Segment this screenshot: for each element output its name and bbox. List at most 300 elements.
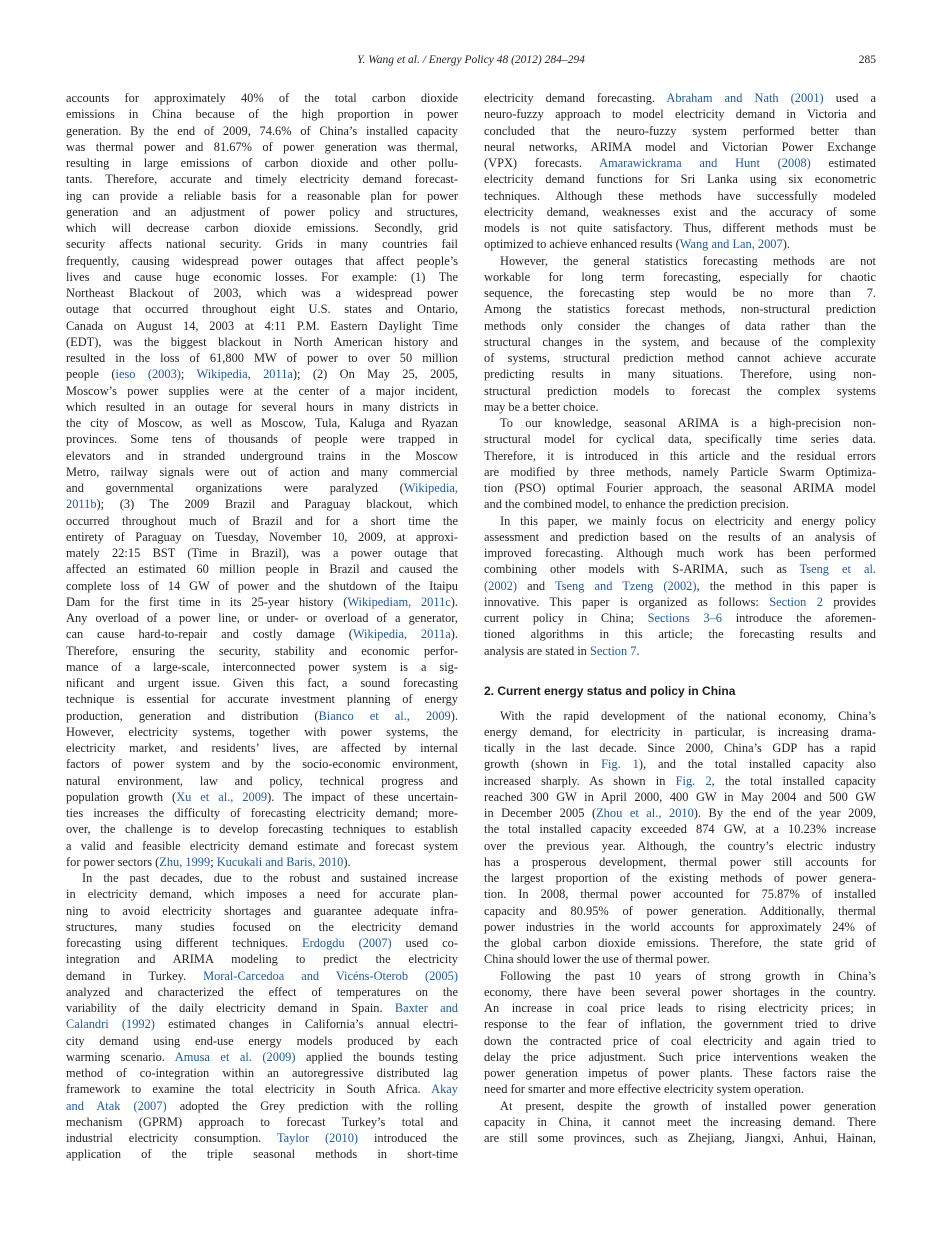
citation-link[interactable]: Baxter and	[394, 1001, 459, 1015]
text-line	[484, 886, 876, 902]
text-run: current policy in China;	[484, 611, 648, 625]
text-line	[66, 383, 458, 399]
text-run: (EDT), was the biggest blackout in North American history and	[66, 334, 458, 349]
text-run: ;	[210, 854, 217, 869]
text-line	[66, 285, 458, 301]
text-line	[66, 968, 458, 984]
text-run: may be a better choice.	[484, 399, 599, 414]
text-run: techniques. Although these methods have successfully modeled	[484, 188, 876, 203]
text-run: power industries in the world accounts for approximately 24% of	[484, 919, 876, 934]
text-run: ).	[450, 594, 459, 609]
text-run: elevators and in stranded underground trains in the Moscow	[66, 448, 458, 463]
citation-link[interactable]: Zhou et al., 2010	[596, 806, 694, 820]
text-run: To our knowledge, seasonal ARIMA is a high-precision non-	[500, 416, 876, 430]
text-line	[484, 496, 876, 512]
text-run: In this paper, we mainly focus on electricity and energy policy	[500, 513, 876, 528]
text-line	[66, 236, 458, 252]
text-run: Following the past 10 years of strong growth in China’s	[500, 968, 876, 983]
text-run: used a	[823, 91, 876, 105]
text-line	[66, 123, 458, 139]
left-column	[66, 90, 458, 1163]
text-run: down the contracted price of coal electricity and again tried to	[484, 1033, 876, 1048]
text-run: neuro-fuzzy approach to model electricity demand in Victoria and	[484, 107, 876, 122]
text-run: production, generation and distribution (	[66, 708, 319, 723]
text-line	[484, 513, 876, 529]
text-line	[66, 415, 458, 431]
text-run: methods only consider the changes of data rather than the	[484, 318, 876, 333]
text-run: estimated	[810, 156, 876, 170]
text-run: Therefore, it is introduced in this article and the residual errors	[484, 448, 876, 463]
text-run: provides	[822, 594, 876, 609]
text-run: structural changes in the system, and because of the complexity	[484, 334, 876, 349]
text-line	[66, 756, 458, 772]
text-run: are still some provinces, such as Zhejiang, Jiangxi, Anhui, Hainan,	[484, 1131, 876, 1145]
text-line	[484, 951, 876, 967]
text-line	[484, 838, 876, 854]
text-line	[66, 643, 458, 659]
text-line	[66, 740, 458, 756]
text-line	[484, 610, 876, 626]
text-run: framework to examine the total electricity in South Africa.	[66, 1082, 432, 1097]
text-run: in December 2005 (	[484, 806, 597, 820]
running-title: Y. Wang et al. / Energy Policy 48 (2012) 284–294	[357, 54, 585, 66]
text-run: introduced the	[358, 1131, 458, 1145]
text-run: frequently, causing widespread power outages that affect people’s	[66, 253, 458, 268]
text-line	[484, 935, 876, 951]
text-line	[484, 756, 876, 772]
text-line	[484, 301, 876, 317]
text-run: analysis are stated in	[484, 643, 590, 658]
text-line	[484, 350, 876, 366]
text-line	[484, 740, 876, 756]
text-run: Moscow’s power supplies were at the center of a major incident,	[66, 383, 458, 398]
text-line	[484, 870, 876, 886]
text-line	[66, 318, 458, 334]
text-line	[66, 155, 458, 171]
text-run: sequence, the forecasting step would be no more than 7.	[484, 286, 876, 300]
text-line	[66, 366, 458, 382]
text-line	[484, 561, 876, 577]
text-line	[484, 984, 876, 1000]
text-run: increased sharply. As shown in	[484, 773, 676, 788]
text-line	[66, 1146, 458, 1162]
text-run: ).	[450, 627, 458, 642]
text-run: ).	[450, 708, 458, 723]
text-run: Dam for the first time in its 25-year history (	[66, 594, 348, 609]
text-line	[66, 139, 458, 155]
text-run: response to the fear of inflation, the government tried to drive	[484, 1017, 876, 1032]
text-run: complete loss of 14 GW of power and the shutdown of the Itaipu	[66, 578, 458, 593]
text-run: and the combined model, to enhance the prediction precision.	[484, 497, 789, 512]
text-line	[484, 919, 876, 935]
text-run: neural networks, ARIMA model and Victorian Power Exchange	[484, 139, 876, 154]
citation-link[interactable]: Calandri (1992)	[66, 1017, 155, 1032]
text-line	[66, 821, 458, 837]
right-column	[484, 90, 876, 1146]
paragraph	[66, 870, 458, 1163]
text-run: tioned algorithms in this article; the forecasting results and	[484, 627, 876, 642]
text-line	[484, 805, 876, 821]
text-run: over, the challenge is to develop forecasting techniques to establish	[66, 822, 458, 837]
text-line	[484, 968, 876, 984]
text-run: workable for long term forecasting, especially for chaotic	[484, 269, 876, 284]
text-run: ). The impact of these uncertain-	[267, 789, 458, 804]
text-run: electricity demand functions for Sri Lanka using six econometric	[484, 172, 876, 187]
text-line	[484, 155, 876, 171]
text-run: has a prosperous development, thermal power still accounts for	[484, 854, 876, 869]
text-run: ).	[782, 237, 790, 252]
text-line	[484, 545, 876, 561]
text-line	[66, 545, 458, 561]
text-run: generation. By the end of 2009, 74.6% of China’s installed capacity	[66, 123, 458, 138]
section-heading: 2. Current energy status and policy in China	[484, 684, 736, 698]
text-line	[66, 464, 458, 480]
citation-link[interactable]: (2002)	[484, 578, 518, 593]
text-line	[484, 1049, 876, 1065]
citation-link[interactable]: Wikipedia, 2011a	[352, 627, 451, 642]
text-line	[66, 171, 458, 187]
text-run: mately 22:15 BST (Time in Brazil), was a power outage that	[66, 546, 458, 560]
running-header	[66, 54, 876, 70]
text-line	[484, 448, 876, 464]
text-run: improved forecasting. Although much work has been performed	[484, 546, 876, 560]
text-run: are modified by three methods, namely Particle Swarm Optimiza-	[484, 464, 876, 479]
citation-link[interactable]: 2011b	[66, 497, 97, 512]
text-line	[66, 350, 458, 366]
text-run: .	[636, 643, 640, 658]
text-line	[484, 1081, 876, 1097]
citation-link[interactable]: Bianco et al., 2009	[318, 708, 451, 723]
text-line	[484, 1033, 876, 1049]
text-run: structural prediction models to forecast the complex systems	[484, 383, 876, 398]
text-line	[484, 139, 876, 155]
text-run: capacity and 80.95% of power generation. Additionally, thermal	[484, 903, 876, 918]
text-line	[66, 448, 458, 464]
citation-link[interactable]: Fig. 1	[601, 757, 639, 772]
text-run: the total installed capacity exceeded 874 GW, at a 10.23% increase	[484, 822, 876, 837]
text-run: variability of the daily electricity demand in Spain.	[66, 1001, 395, 1015]
text-line	[484, 366, 876, 382]
paragraph	[484, 708, 876, 968]
text-run: nificant and urgent issue. Given this fact, a sound forecasting	[66, 676, 458, 690]
text-run: and governmental organizations were paralyzed (	[66, 481, 404, 495]
text-line	[484, 253, 876, 269]
text-run: which resulted in an outage for several hours in many districts in	[66, 399, 458, 414]
text-run: At present, despite the growth of installed power generation	[500, 1098, 876, 1113]
paragraph	[484, 253, 876, 416]
text-run: mance of a large-scale, interconnected power system is a sig-	[66, 659, 458, 674]
text-line	[66, 1049, 458, 1065]
text-run: entirety of Paraguay on Tuesday, November 10, 2009, at approxi-	[66, 529, 458, 544]
text-run: assessment and prediction based on the results of an analysis of	[484, 529, 876, 544]
text-line	[66, 1065, 458, 1081]
citation-link[interactable]: Tseng and Tzeng (2002)	[554, 578, 697, 593]
text-line	[66, 529, 458, 545]
text-run: , the method in this paper is	[696, 578, 876, 593]
text-run: electricity market, and residents’ lives, are affected by internal	[66, 741, 458, 755]
text-line	[66, 1033, 458, 1049]
text-run: With the rapid development of the national economy, China’s	[500, 708, 876, 723]
text-line	[66, 106, 458, 122]
citation-link[interactable]: Erdogdu (2007)	[302, 936, 392, 950]
text-run: ), and the total installed capacity also	[638, 757, 876, 772]
text-line	[484, 334, 876, 350]
paragraph	[484, 90, 876, 253]
text-run: need for smarter and more effective electricity system operation.	[484, 1082, 805, 1097]
text-run: China should lower the use of thermal power.	[484, 952, 710, 967]
text-line	[66, 1114, 458, 1130]
text-run: reached 300 GW in April 2000, 400 GW in May 2004 and 500 GW	[484, 789, 876, 804]
citation-link[interactable]: Amusa et al. (2009)	[174, 1049, 296, 1064]
text-line	[66, 513, 458, 529]
text-line	[66, 594, 458, 610]
text-line	[66, 610, 458, 626]
text-run: delay the price adjustment. Such price interventions weaken the	[484, 1049, 876, 1064]
text-line	[484, 480, 876, 496]
citation-link[interactable]: Moral-Carcedoa and Vicéns-Oterob (2005)	[203, 968, 458, 983]
text-run: the largest proportion of the existing methods of power genera-	[484, 871, 876, 885]
paragraph	[484, 513, 876, 659]
text-line	[66, 1000, 458, 1016]
text-run: which will decrease carbon dioxide emissions. Secondly, grid	[66, 221, 458, 235]
citation-link[interactable]: Fig. 2	[675, 773, 712, 788]
text-run: mechanism (GPRM) approach to forecast Turkey’s total and	[66, 1114, 458, 1129]
text-line	[66, 1081, 458, 1097]
text-run: was thermal power and 81.67% of power generation was thermal,	[66, 139, 458, 154]
text-line	[484, 626, 876, 642]
text-line	[484, 415, 876, 431]
text-run: technique is essential for accurate investment planning of energy	[66, 692, 458, 707]
text-line	[484, 90, 876, 106]
text-run: ;	[180, 367, 197, 382]
citation-link[interactable]: Xu et al., 2009	[176, 789, 268, 804]
citation-link[interactable]: Kucukali and Baris, 2010	[216, 854, 344, 869]
text-run: tion (PSO) optimal Fourier approach, the seasonal ARIMA model	[484, 481, 876, 495]
paragraph	[484, 968, 876, 1098]
citation-link[interactable]: and Atak (2007)	[66, 1098, 167, 1113]
text-line	[484, 529, 876, 545]
text-line	[484, 204, 876, 220]
text-line	[66, 935, 458, 951]
citation-link[interactable]: Amarawickrama and Hunt (2008)	[599, 156, 811, 170]
text-line	[484, 1016, 876, 1032]
text-line	[66, 903, 458, 919]
text-run: applied the bounds testing	[295, 1049, 458, 1064]
citation-link[interactable]: Zhu, 1999	[159, 854, 211, 869]
text-run: , the total installed capacity	[711, 773, 876, 788]
text-run: can cause hard-to-repair and costly damage (	[66, 627, 353, 642]
text-run: generation and an adjustment of power policy and structures,	[66, 204, 458, 219]
text-line	[484, 464, 876, 480]
text-run: outage that occurred throughout eight U.S. states and Ontario,	[66, 302, 458, 317]
text-run: method of co-integration within an autoregressive distributed lag	[66, 1066, 458, 1080]
text-run: introduce the aforemen-	[721, 611, 876, 625]
text-run: combining other models with S-ARIMA, such as	[484, 562, 800, 577]
citation-link[interactable]: Section 2	[769, 594, 823, 609]
text-run: Northeast Blackout of 2003, which was a widespread power	[66, 286, 458, 300]
text-run: Metro, railway signals were out of action and many commercial	[66, 464, 458, 479]
text-run: tion. In 2008, thermal power accounted for 75.87% of installed	[484, 887, 876, 902]
text-run: optimized to achieve enhanced results (	[484, 237, 680, 252]
text-line	[484, 854, 876, 870]
text-line	[66, 724, 458, 740]
text-run: Therefore, ensuring the security, stability and economic perfor-	[66, 643, 458, 658]
text-run: of systems, structural prediction method cannot achieve accurate	[484, 351, 876, 365]
text-line	[484, 236, 876, 252]
text-line	[66, 188, 458, 204]
text-line	[484, 1098, 876, 1114]
text-run: electricity demand forecasting.	[484, 91, 667, 105]
text-line	[484, 773, 876, 789]
text-run: However, the general statistics forecasting methods are not	[500, 253, 876, 268]
text-run: capacity in China, it cannot meet the increasing demand. There	[484, 1114, 876, 1129]
citation-link[interactable]: Wikipedia,	[403, 481, 458, 495]
text-line	[66, 561, 458, 577]
text-line	[66, 691, 458, 707]
text-run: concluded that the neuro-fuzzy system performed better than	[484, 123, 876, 138]
text-run: Among the statistics forecast methods, non-structural prediction	[484, 302, 876, 317]
text-run: and	[517, 578, 555, 593]
text-run: power generation impetus of power plants. These factors raise the	[484, 1066, 876, 1080]
text-line	[66, 220, 458, 236]
text-run: people (	[66, 367, 116, 382]
text-run: ties increases the difficulty of forecasting electricity demand; more-	[66, 806, 458, 820]
text-run: An increase in coal price leads to rising electricity prices; in	[484, 1001, 876, 1015]
text-line	[66, 708, 458, 724]
text-run: predicting results in many situations. Therefore, using non-	[484, 367, 876, 382]
text-run: accounts for approximately 40% of the total carbon dioxide	[66, 91, 458, 105]
text-run: city demand using end-use energy models produced by each	[66, 1033, 458, 1048]
text-line	[484, 188, 876, 204]
text-run: forecasting using different techniques.	[66, 936, 303, 950]
text-run: tants. Therefore, accurate and timely electricity demand forecast-	[66, 172, 458, 187]
citation-link[interactable]: Wikipedia, 2011a	[196, 367, 293, 382]
text-line	[484, 399, 876, 415]
text-line	[484, 171, 876, 187]
text-line	[66, 773, 458, 789]
text-run: resulted in the loss of 61,800 MW of power to over 50 million	[66, 351, 458, 365]
text-line	[66, 1130, 458, 1146]
text-run: ing can provide a reliable basis for a reasonable plan for power	[66, 188, 458, 203]
text-line	[66, 659, 458, 675]
text-line	[484, 821, 876, 837]
text-run: population growth (	[66, 789, 177, 804]
citation-link[interactable]: Wikipediam, 2011c	[347, 594, 451, 609]
text-line	[66, 496, 458, 512]
page-number: 285	[858, 54, 876, 66]
text-run: economy, there have been several power shortages in the country.	[484, 984, 876, 999]
text-line	[66, 626, 458, 642]
paragraph	[66, 90, 458, 870]
text-line	[484, 578, 876, 594]
text-run: electricity demand, weaknesses exist and the accuracy of some	[484, 204, 876, 219]
text-line	[66, 805, 458, 821]
text-run: affected an estimated 60 million people in Brazil and caused the	[66, 562, 458, 577]
citation-link[interactable]: Section 7	[589, 643, 637, 658]
text-line	[66, 886, 458, 902]
text-run: ); (3) The 2009 Brazil and Paraguay blackout, which	[96, 497, 458, 512]
text-run: Canada on August 14, 2003 at 4:11 P.M. Eastern Daylight Time	[66, 318, 458, 333]
text-line	[66, 919, 458, 935]
text-line	[484, 285, 876, 301]
text-line	[484, 903, 876, 919]
text-line	[484, 643, 876, 659]
text-line	[484, 1130, 876, 1146]
citation-link[interactable]: Tseng et al.	[799, 562, 876, 577]
text-line	[66, 1016, 458, 1032]
text-line	[66, 1098, 458, 1114]
text-run: natural environment, law and policy, technical progress and	[66, 773, 458, 788]
text-line	[484, 594, 876, 610]
text-run: In the past decades, due to the robust and sustained increase	[82, 871, 458, 885]
text-line	[484, 431, 876, 447]
text-run: occurred throughout much of Brazil and for a short time the	[66, 513, 458, 528]
text-run: ). By the end of the year 2009,	[693, 806, 876, 820]
citation-link[interactable]: Wang and Lan, 2007	[679, 237, 783, 252]
text-run: tically in the last decade. Since 2000, China’s GDP has a rapid	[484, 741, 876, 755]
text-line	[484, 106, 876, 122]
text-run: application of the triple seasonal methods in short-time	[66, 1147, 458, 1162]
text-run: the global carbon dioxide emissions. Therefore, the state grid of	[484, 936, 876, 950]
text-run: However, electricity systems, together with power systems, the	[66, 724, 458, 739]
text-line	[66, 675, 458, 691]
text-line	[66, 984, 458, 1000]
text-line	[484, 708, 876, 724]
text-run: for power sectors (	[66, 854, 160, 869]
text-run: ).	[343, 854, 351, 869]
text-run: growth (shown in	[484, 757, 602, 772]
text-run: over the previous year. Although, the country’s electric industry	[484, 838, 876, 853]
citation-link[interactable]: Akay	[431, 1082, 458, 1097]
text-run: models is not quite satisfactory. Thus, different methods must be	[484, 221, 876, 235]
text-run: security affects national security. Grids in many countries fail	[66, 237, 458, 252]
text-run: ning to avoid electricity shortages and guarantee adequate infra-	[66, 903, 458, 918]
citation-link[interactable]: Sections 3–6	[647, 611, 722, 625]
text-line	[484, 1065, 876, 1081]
text-run: a valid and feasible electricity demand estimate and forecast system	[66, 838, 458, 853]
paragraph	[484, 415, 876, 513]
text-run: structures, many studies focused on the electricity demand	[66, 919, 458, 934]
text-run: industrial electricity consumption.	[66, 1131, 277, 1145]
citation-link[interactable]: Abraham and Nath (2001)	[666, 91, 824, 105]
citation-link[interactable]: ieso (2003)	[115, 367, 181, 382]
text-line	[66, 90, 458, 106]
text-line	[66, 854, 458, 870]
text-run: used co-	[391, 936, 458, 950]
text-run: warming scenario.	[66, 1049, 175, 1064]
text-run: structural model for cyclical data, specifically time series data.	[484, 432, 876, 447]
text-line	[66, 838, 458, 854]
text-run: the city of Moscow, as well as Moscow, Tula, Kaluga and Ryazan	[66, 416, 458, 430]
text-line	[484, 123, 876, 139]
spacer	[484, 659, 876, 675]
text-line	[66, 951, 458, 967]
text-line	[66, 578, 458, 594]
text-line	[66, 399, 458, 415]
text-line	[484, 1114, 876, 1130]
text-run: ); (2) On May 25, 2005,	[292, 367, 458, 382]
text-line	[484, 220, 876, 236]
text-line	[66, 431, 458, 447]
text-line	[66, 870, 458, 886]
text-run: estimated changes in California’s annual electri-	[154, 1017, 458, 1032]
text-line	[66, 204, 458, 220]
text-run: lives and cause huge economic losses. For example: (1) The	[66, 269, 458, 284]
text-line	[484, 318, 876, 334]
text-line	[66, 301, 458, 317]
citation-link[interactable]: Taylor (2010)	[276, 1131, 359, 1145]
text-line	[484, 789, 876, 805]
